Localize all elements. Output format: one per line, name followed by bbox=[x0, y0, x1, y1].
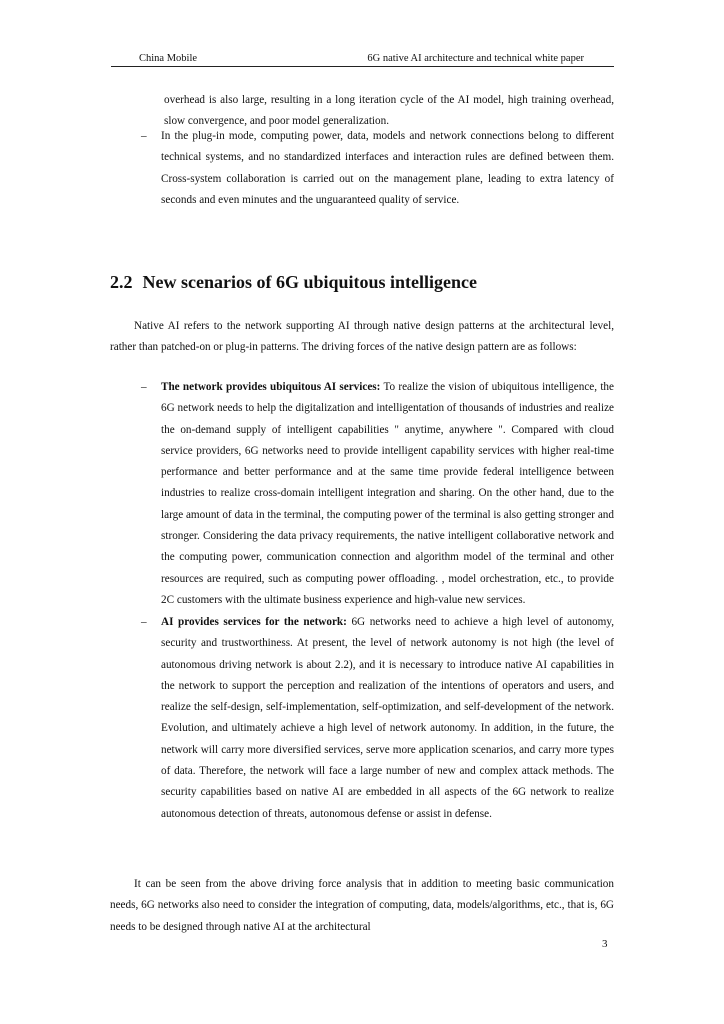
continuation-text: overhead is also large, resulting in a long iteration cycle of the AI model, high training overhead, slow convergence, and poor model generalization. bbox=[164, 94, 614, 128]
section-number: 2.2 bbox=[110, 272, 133, 292]
bullet-body: 6G networks need to achieve a high level of autonomy, security and trustworthiness. At present, the level of network autonomy is not high (the level of autonomous driving network is about 2.2), and it is necessary to introduce native AI capabilities in the network to support the perception and realization of the intentions of operators and users, and realize the self-design, self-implementation, self-optimization, and self-development of the network. Evolution, and ultimately achieve a high level of network autonomy. In addition, in the future, the network will carry more diversified services, serve more application scenarios, and carry more types of data. Therefore, the network will face a large number of new and complex attack methods. The security capabilities based on native AI are embedded in all aspects of the 6G network to realize autonomous detection of threats, autonomous defense or assist in defense. bbox=[161, 616, 614, 820]
bullet-dash-icon: – bbox=[141, 616, 147, 628]
bullet-plugin-mode bbox=[110, 126, 614, 211]
bullet-dash-icon: – bbox=[141, 381, 147, 393]
bullet-plugin-text: In the plug-in mode, computing power, data, models and network connections belong to different technical systems, and no standardized interfaces and interaction rules are defined between them. Cross-system collaboration is carried out on the management plane, leading to extra latency of seconds and even minutes and the unguaranteed quality of service. bbox=[161, 130, 614, 206]
header-divider bbox=[111, 66, 614, 67]
page-number: 3 bbox=[602, 938, 608, 950]
section-heading bbox=[110, 270, 477, 294]
bullet-ubiquitous-ai-services bbox=[110, 377, 614, 611]
bullet-ai-for-network bbox=[110, 612, 614, 825]
bullet-body: To realize the vision of ubiquitous intelligence, the 6G network needs to help the digitalization and intelligentation of thousands of industries and realize the on-demand supply of intelligent capabilities " anytime, anywhere ". Compared with cloud service providers, 6G networks need to provide intelligent capability services with higher real-time performance and better performance and at the same time provide federal intelligence between industries to realize cross-domain intelligent integration and sharing. On the other hand, due to the large amount of data in the terminal, the computing power of the terminal is also getting stronger and stronger. Considering the data privacy requirements, the native intelligent collaborative network and the computing power, communication connection and algorithm model of the terminal and other resources are required, such as computing power offloading. , model orchestration, etc., to provide 2C customers with the ultimate business experience and high-value new services. bbox=[161, 381, 614, 606]
header-organization: China Mobile bbox=[139, 53, 198, 64]
bullet-dash-icon: – bbox=[141, 130, 147, 142]
closing-paragraph: It can be seen from the above driving force analysis that in addition to meeting basic communication needs, 6G networks also need to consider the integration of computing, data, models/algorithms, etc., that is, 6G needs to be designed through native AI at the architectural bbox=[110, 878, 614, 933]
bullet-ai-network-text bbox=[161, 612, 614, 825]
bullet-lead: AI provides services for the network: bbox=[161, 616, 347, 628]
intro-paragraph: Native AI refers to the network supporting AI through native design patterns at the architectural level, rather than patched-on or plug-in patterns. The driving forces of the native design pattern are as follows: bbox=[110, 320, 614, 354]
bullet-lead: The network provides ubiquitous AI services: bbox=[161, 381, 381, 393]
header-document-title: 6G native AI architecture and technical white paper bbox=[367, 53, 584, 64]
bullet-ubiquitous-text bbox=[161, 377, 614, 611]
section-title: New scenarios of 6G ubiquitous intelligence bbox=[142, 272, 478, 292]
